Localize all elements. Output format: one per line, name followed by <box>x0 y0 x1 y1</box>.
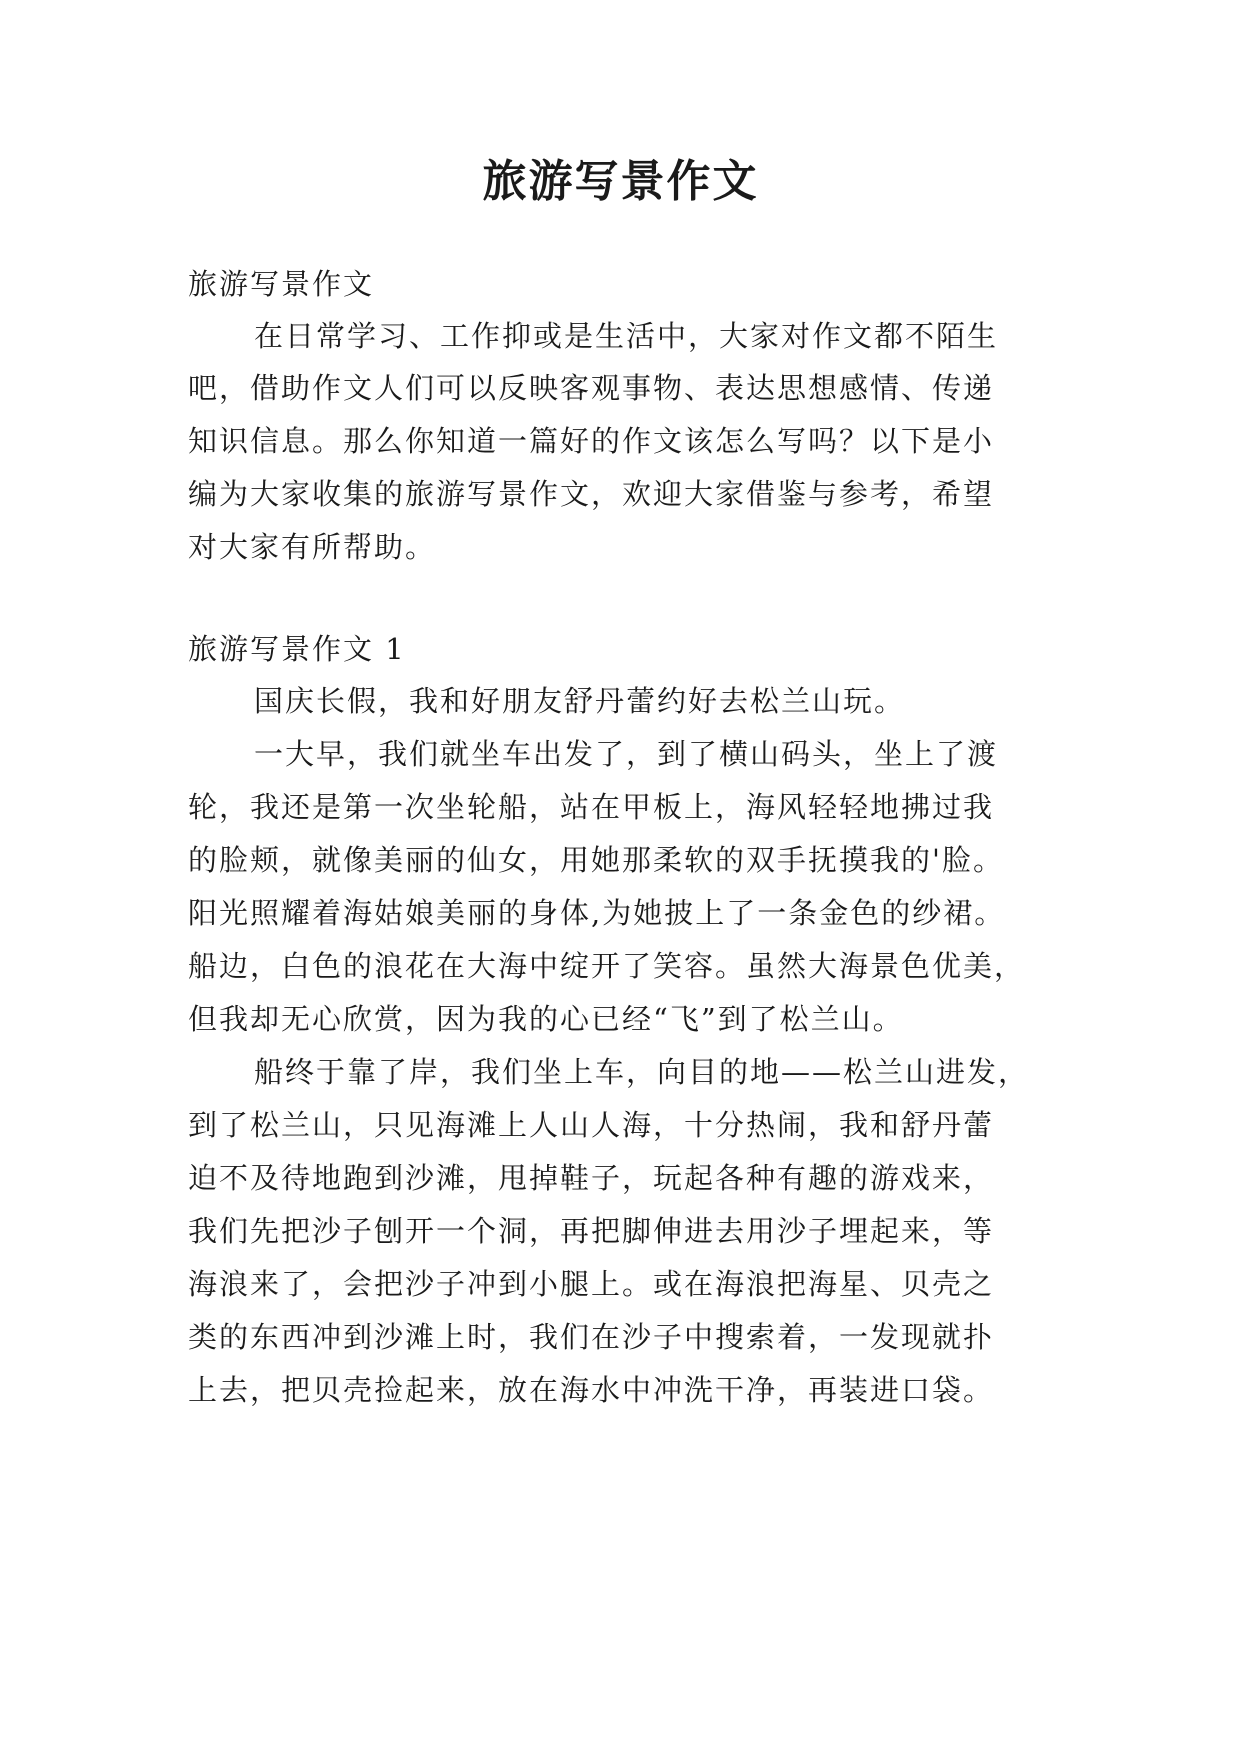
section1-p2-line-4: 阳光照耀着海姑娘美丽的身体,为她披上了一条金色的纱裙。 <box>188 896 1006 930</box>
intro-heading: 旅游写景作文 <box>188 267 375 301</box>
section1-p3-line-6: 类的东西冲到沙滩上时，我们在沙子中搜索着，一发现就扑 <box>188 1320 995 1354</box>
section1-p2-line-6: 但我却无心欣赏，因为我的心已经“飞”到了松兰山。 <box>188 1002 904 1036</box>
section1-p3-line-5: 海浪来了，会把沙子冲到小腿上。或在海浪把海星、贝壳之 <box>188 1267 995 1301</box>
intro-line-5: 对大家有所帮助。 <box>188 530 437 564</box>
section1-p3-line-4: 我们先把沙子刨开一个洞，再把脚伸进去用沙子埋起来，等 <box>188 1214 995 1248</box>
section1-p2-line-1: 一大早，我们就坐车出发了，到了横山码头，坐上了渡 <box>254 737 999 771</box>
section1-heading: 旅游写景作文 1 <box>188 632 406 666</box>
section1-p2-line-5: 船边，白色的浪花在大海中绽开了笑容。虽然大海景色优美， <box>188 949 1026 983</box>
section1-p3-line-3: 迫不及待地跑到沙滩，甩掉鞋子，玩起各种有趣的游戏来， <box>188 1161 995 1195</box>
intro-line-1: 在日常学习、工作抑或是生活中，大家对作文都不陌生 <box>254 319 999 353</box>
section1-p3-line-1: 船终于靠了岸，我们坐上车，向目的地——松兰山进发， <box>254 1055 1030 1089</box>
section1-p2-line-3: 的脸颊，就像美丽的仙女，用她那柔软的双手抚摸我的'脸。 <box>188 843 1004 877</box>
document-title: 旅游写景作文 <box>482 156 759 207</box>
section1-p2-line-2: 轮，我还是第一次坐轮船，站在甲板上，海风轻轻地拂过我 <box>188 790 995 824</box>
intro-line-2: 吧，借助作文人们可以反映客观事物、表达思想感情、传递 <box>188 371 995 405</box>
section1-p3-line-2: 到了松兰山，只见海滩上人山人海，十分热闹，我和舒丹蕾 <box>188 1108 995 1142</box>
intro-line-4: 编为大家收集的旅游写景作文，欢迎大家借鉴与参考，希望 <box>188 477 995 511</box>
section1-p1-line-1: 国庆长假，我和好朋友舒丹蕾约好去松兰山玩。 <box>254 684 906 718</box>
intro-line-3: 知识信息。那么你知道一篇好的作文该怎么写吗？以下是小 <box>188 424 995 458</box>
section1-p3-line-7: 上去，把贝壳捡起来，放在海水中冲洗干净，再装进口袋。 <box>188 1373 995 1407</box>
